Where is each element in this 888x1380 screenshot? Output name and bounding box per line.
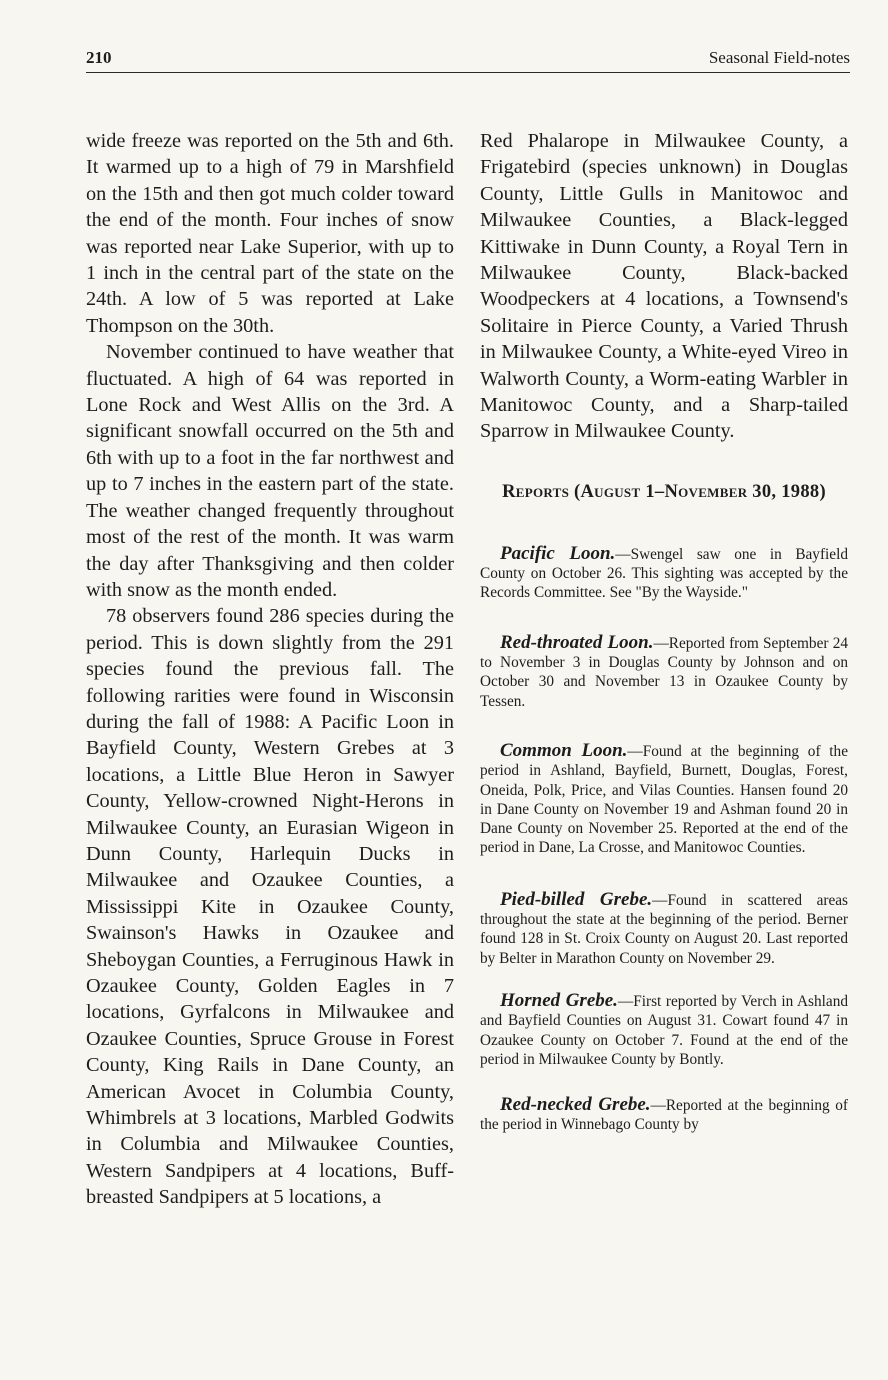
species-entry [480, 633, 848, 711]
paragraph-weather-november: November continued to have weather that fluctuated. A high of 64 was reported in Lone Rock and West Allis on the 3rd. A significant snowfall occurred on the 5th and 6th with up to a foot in the far northwest and up to 7 inches in the eastern part of the state. The weather changed frequently throughout most of the rest of the month. It was warm the day after Thanksgiving and then colder with snow as the month ended. [86, 341, 454, 601]
species-entry [480, 544, 848, 603]
species-entry [480, 890, 848, 968]
section-heading: Reports (August 1–November 30, 1988) [502, 481, 826, 502]
species-name: Pacific Loon. [500, 542, 616, 564]
species-name: Common Loon. [500, 739, 628, 761]
species-text: —Found in scattered areas throughout the state at the beginning of the period. Berner found 128 in St. Croix County on August 20. Last reported by Belter in Marathon County on November 29. [480, 891, 848, 967]
species-text: —Swengel saw one in Bayfield County on October 26. This sighting was accepted by the Records Committee. See "By the Wayside." [480, 545, 848, 602]
paragraph-rarities-continued: Red Phalarope in Milwaukee County, a Frigatebird (species unknown) in Douglas County, Little Gulls in Manitowoc and Milwaukee Counties, a Black-legged Kittiwake in Dunn County, a Royal Tern in Milwaukee County, Black-backed Woodpeckers at 4 locations, a Townsend's Solitaire in Pierce County, a Varied Thrush in Milwaukee County, a White-eyed Vireo in Walworth County, a Worm-eating Warbler in Manitowoc County, and a Sharp-tailed Sparrow in Milwaukee County. [480, 130, 848, 443]
paragraph-rarities: 78 observers found 286 species during the period. This is down slightly from the 291 species found the previous fall. The following rarities were found in Wisconsin during the fall of 1988: A Pacific Loon in Bayfield County, Western Grebes at 3 locations, a Little Blue Heron in Sawyer County, Yellow-crowned Night-Herons in Milwaukee County, an Eurasian Wigeon in Dunn County, Harlequin Ducks in Milwaukee and Ozaukee Counties, a Mississippi Kite in Ozaukee County, Swainson's Hawks in Ozaukee and Sheboygan Counties, a Ferruginous Hawk in Ozaukee County, Golden Eagles in 7 locations, Gyrfalcons in Milwaukee and Ozaukee Counties, Spruce Grouse in Forest County, King Rails in Dane County, an American Avocet in Columbia County, Whimbrels at 3 locations, Marbled Godwits in Columbia and Milwaukee Counties, Western Sandpipers at 4 locations, Buff-breasted Sandpipers at 5 locations, a [86, 605, 454, 1209]
species-text: —Reported at the beginning of the period in Winnebago County by [480, 1097, 848, 1134]
page-number: 210 [86, 48, 112, 67]
left-column [86, 128, 454, 1211]
species-entry [480, 1095, 848, 1135]
species-name: Pied-billed Grebe. [500, 888, 653, 910]
species-text: —First reported by Verch in Ashland and Bayfield Counties on August 31. Cowart found 47 in Ozaukee County on October 7. Found at the end of the period in Milwaukee County by Bontly. [480, 992, 848, 1068]
running-title: Seasonal Field-notes [708, 48, 850, 67]
page-header [86, 48, 850, 73]
species-text: —Reported from September 24 to November 3 in Douglas County by Johnson and on October 30 and November 13 in Ozaukee County by Tessen. [480, 634, 848, 710]
right-column [480, 128, 848, 1135]
species-name: Red-necked Grebe. [500, 1094, 651, 1116]
species-entry [480, 741, 848, 858]
species-name: Horned Grebe. [500, 989, 618, 1011]
paragraph-weather-october: wide freeze was reported on the 5th and 6th. It warmed up to a high of 79 in Marshfield on the 15th and then got much colder toward the end of the month. Four inches of snow was reported near Lake Superior, with up to 1 inch in the central part of the state on the 24th. A low of 5 was reported at Lake Thompson on the 30th. [86, 130, 454, 337]
species-text: —Found at the beginning of the period in Ashland, Bayfield, Burnett, Douglas, Forest, Oneida, Polk, Price, and Vilas Counties. Hansen found 20 in Dane County on November 19 and Ashman found 20 in Dane County on November 25. Reported at the end of the period in Dane, La Crosse, and Manitowoc Counties. [480, 742, 848, 857]
species-entry [480, 991, 848, 1069]
species-name: Red-throated Loon. [500, 631, 654, 653]
